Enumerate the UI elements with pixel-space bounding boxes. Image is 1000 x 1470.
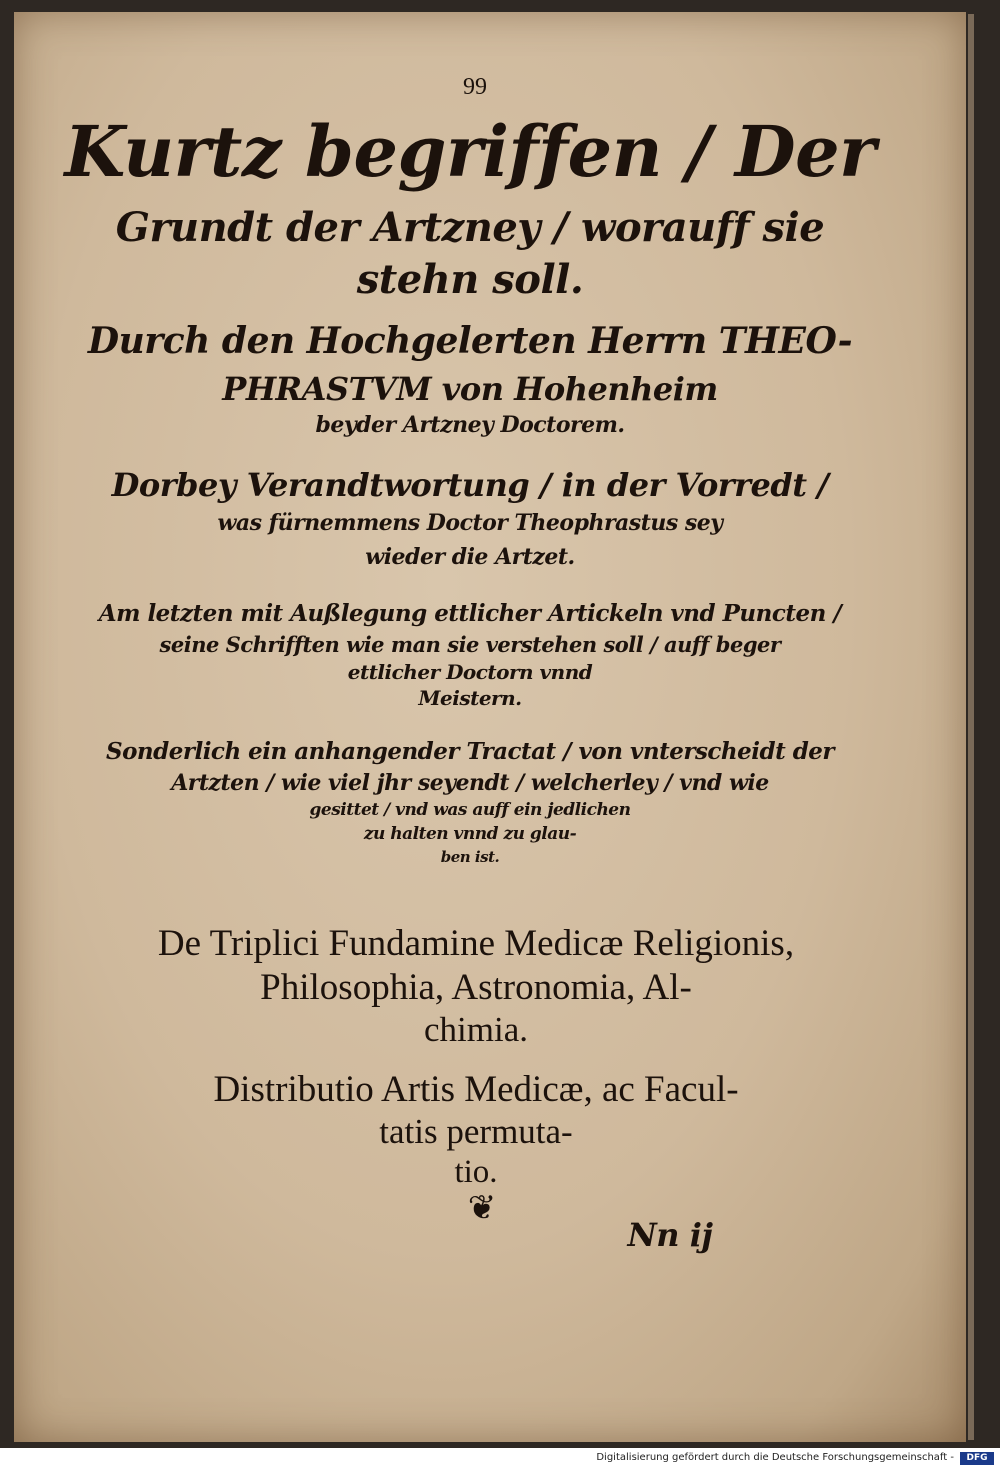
last-line-1: Am letzten mit Außlegung ettlicher Artickeln vnd Puncten / (98, 600, 842, 627)
fleuron-ornament: ❦ (467, 1190, 497, 1227)
page-number: 99 (463, 74, 487, 100)
latin-1-line-3: chimia. (424, 1010, 528, 1049)
tract-line-4: zu halten vnnd zu glau- (363, 824, 577, 844)
tract-line-1: Sonderlich ein anhangender Tractat / von vnterscheidt der (105, 738, 835, 765)
page-edge (968, 14, 974, 1440)
defense-line-2: was fürnemmens Doctor Theophrastus sey (217, 510, 723, 536)
latin-2-line-3: tio. (454, 1154, 498, 1190)
tract-line-3: gesittet / vnd was auff ein jedlichen (309, 800, 631, 820)
dfg-logo: DFG (960, 1452, 994, 1465)
last-line-3: ettlicher Doctorn vnnd (347, 660, 593, 684)
title-line-3: stehn soll. (356, 256, 584, 303)
latin-2-line-1: Distributio Artis Medicæ, ac Facul- (213, 1069, 739, 1110)
last-line-2: seine Schrifften wie man sie verstehen soll / auff beger (159, 632, 781, 657)
author-line-3: beyder Artzney Doctorem. (315, 412, 625, 438)
latin-2-line-2: tatis permuta- (379, 1112, 573, 1151)
last-line-4: Meistern. (418, 686, 522, 710)
book-page (14, 12, 966, 1442)
author-line-2: PHRASTVM von Hohenheim (222, 370, 718, 408)
latin-1-line-1: De Triplici Fundamine Medicæ Religionis, (157, 923, 795, 964)
tract-line-2: Artzten / wie viel jhr seyendt / welcherley / vnd wie (171, 770, 769, 796)
latin-1-line-2: Philosophia, Astronomia, Al- (260, 967, 692, 1008)
title-line-1: Kurtz begriffen / Der (64, 110, 876, 193)
signature-mark: Nn ij (627, 1216, 713, 1254)
footer-credit: Digitalisierung gefördert durch die Deutsche Forschungsgemeinschaft - (596, 1452, 954, 1463)
defense-line-3: wieder die Artzet. (365, 544, 575, 570)
digitization-footer (0, 1448, 1000, 1470)
defense-line-1: Dorbey Verandtwortung / in der Vorredt / (111, 466, 829, 504)
title-line-2: Grundt der Artzney / worauff sie (115, 204, 825, 251)
tract-line-5: ben ist. (440, 848, 500, 866)
author-line-1: Durch den Hochgelerten Herrn THEO- (87, 320, 853, 362)
